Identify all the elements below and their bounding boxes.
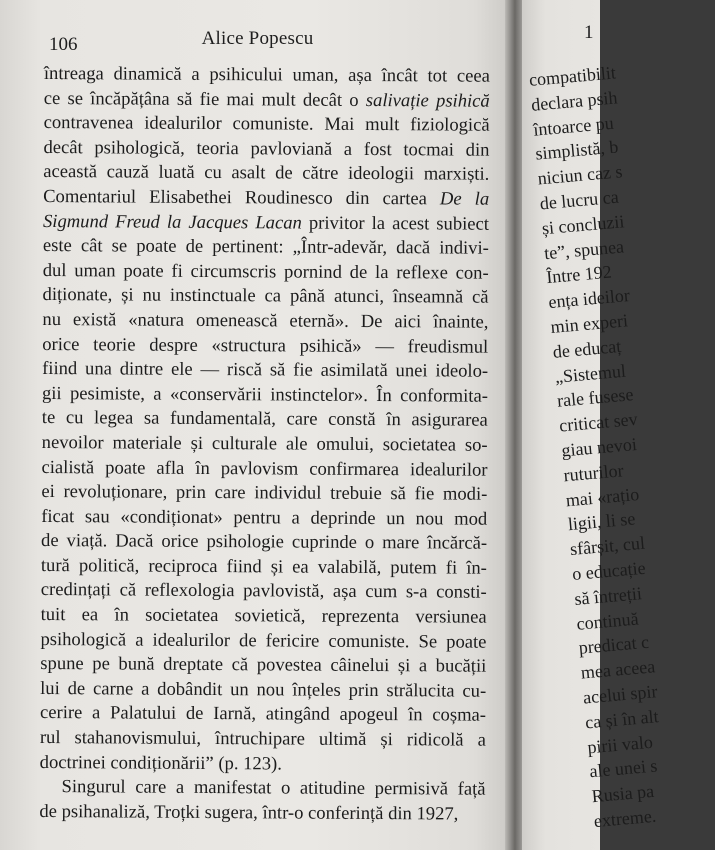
text-line: diționate, și nu instinctuale ca până atunci, înseamnă că xyxy=(42,284,489,309)
page-number: 106 xyxy=(49,34,78,55)
right-text-line: rale fusese xyxy=(556,384,635,412)
right-text-line: ența ideilor xyxy=(547,285,631,313)
text-line: doctrinei condiționării” (p. 123). xyxy=(39,751,282,775)
right-text-line: min experi xyxy=(549,310,629,337)
right-text-line: continuă xyxy=(575,608,640,634)
text-line: este cât se poate de pertinent: „Într-adevăr, dacă indivi- xyxy=(42,235,489,259)
text-line: gii pesimiste, a «conservării instinctelor». În conformita- xyxy=(41,382,489,407)
right-text-line: o educație xyxy=(571,557,647,584)
text-line: întreaga dinamică a psihicului uman, așa încât tot ceea xyxy=(43,62,490,87)
right-text-line: pirii valo xyxy=(586,731,654,757)
text-line: Sigmund Freud la Jacques Lacan privitor la acest subiect xyxy=(42,210,490,235)
text-line: de psihanaliză, Troțki sugera, într-o conferință din 1927, xyxy=(39,800,459,825)
right-text-line: simplistă, b xyxy=(534,136,620,165)
text-line: ei revoluționare, prin care individul trebuie să fie modi- xyxy=(41,481,488,505)
right-book-page xyxy=(522,0,660,850)
text-line: tuit ea în societatea sovietică, reprezenta versiunea xyxy=(40,604,487,628)
right-text-line: Între 192 xyxy=(545,261,613,288)
body-text xyxy=(39,62,490,827)
text-line: decât psihologică, teoria pavloviană a fost tocmai din xyxy=(43,136,490,161)
right-text-line: niciun caz s xyxy=(536,161,624,189)
right-text-line: predicat c xyxy=(577,632,650,659)
right-text-line: ligii, li se xyxy=(567,508,637,535)
right-text-line: acelui spir xyxy=(582,681,659,708)
text-line: rul stahanovismului, întruchipare ultimă și ridicolă a xyxy=(39,727,486,751)
right-text-line: compatibilit xyxy=(528,62,617,90)
right-text-line: te”, spunea xyxy=(543,235,625,263)
right-text-line: mai «rațio xyxy=(564,483,640,510)
text-line: lui de carne a dobândit un nou înțeles prin strălucita cu- xyxy=(40,677,487,702)
right-text-line: ale unei s xyxy=(588,755,659,782)
right-text-line: criticat sev xyxy=(558,408,639,436)
page-header xyxy=(0,28,515,58)
right-page-text xyxy=(528,58,715,834)
text-line: cialistă poate afla în pavlovism confirmarea idealurilor xyxy=(41,456,488,481)
right-page-number: 1 xyxy=(584,22,594,43)
text-line: credințați că reflexologia pavlovistă, așa cum s-a consti- xyxy=(40,579,487,604)
right-text-line: declara psih xyxy=(530,87,619,115)
text-line: dul uman poate fi circumscris pornind de la reflexe con- xyxy=(42,259,489,284)
text-line: te cu legea sa fundamentală, care constă în asigurarea xyxy=(41,407,488,432)
right-text-line: ruturilor xyxy=(562,460,625,486)
right-text-line: Rusia pa xyxy=(590,780,655,807)
right-text-line: ca și în alt xyxy=(584,705,660,733)
right-text-line: întoarce pu xyxy=(532,112,615,140)
text-line: de viață. Dacă orice psihologie cuprinde o mare încărcă- xyxy=(41,530,488,554)
text-line: orice teorie despre «structura psihică» — freudismul xyxy=(42,333,489,358)
text-line: nu există «natura omenească eternă». De aici înainte, xyxy=(42,308,489,333)
right-text-line: sfârșit, cul xyxy=(569,532,646,560)
right-text-line: „Sistemul xyxy=(554,360,627,387)
text-line: fiind una dintre ele — riscă să fie asimilată unei ideolo- xyxy=(42,358,489,382)
right-text-line: și concluzii xyxy=(541,211,626,239)
text-line: această cauză luată cu asalt de către ideologii marxiști. xyxy=(43,161,490,186)
text-line: Comentariul Elisabethei Roudinesco din cartea De la xyxy=(43,185,490,210)
text-line: Singurul care a manifestat o atitudine permisivă față xyxy=(61,776,486,800)
text-line: tură politică, reciproca fiind și ea valabilă, putem fi în- xyxy=(40,554,487,579)
right-text-line: de lucru ca xyxy=(538,186,620,214)
text-line: psihologică a idealurilor de fericire comuniste. Se poate xyxy=(40,628,487,653)
right-text-line: extreme. xyxy=(593,805,657,831)
text-line: nevoilor materiale și culturale ale omului, societatea so- xyxy=(41,431,488,456)
right-text-line: să întreții xyxy=(573,582,643,609)
text-line: spune pe bună dreptate că povestea câinelui și a bucății xyxy=(40,653,487,677)
text-line: cerire a Palatului de Iarnă, atingând apogeul în coșma- xyxy=(39,702,487,727)
right-text-line: de educaț xyxy=(551,335,622,362)
right-text-line: mea aceea xyxy=(580,656,656,683)
text-line: contravenea idealurilor comuniste. Mai mult fiziologică xyxy=(43,112,490,136)
right-text-line: giau nevoi xyxy=(560,433,638,461)
text-line: ficat sau «condiționat» pentru a deprinde un nou mod xyxy=(41,505,488,530)
text-line: ce se încăpățâna să fie mai mult decât o salivație psihică xyxy=(43,87,490,112)
running-head-author: Alice Popescu xyxy=(201,28,314,49)
